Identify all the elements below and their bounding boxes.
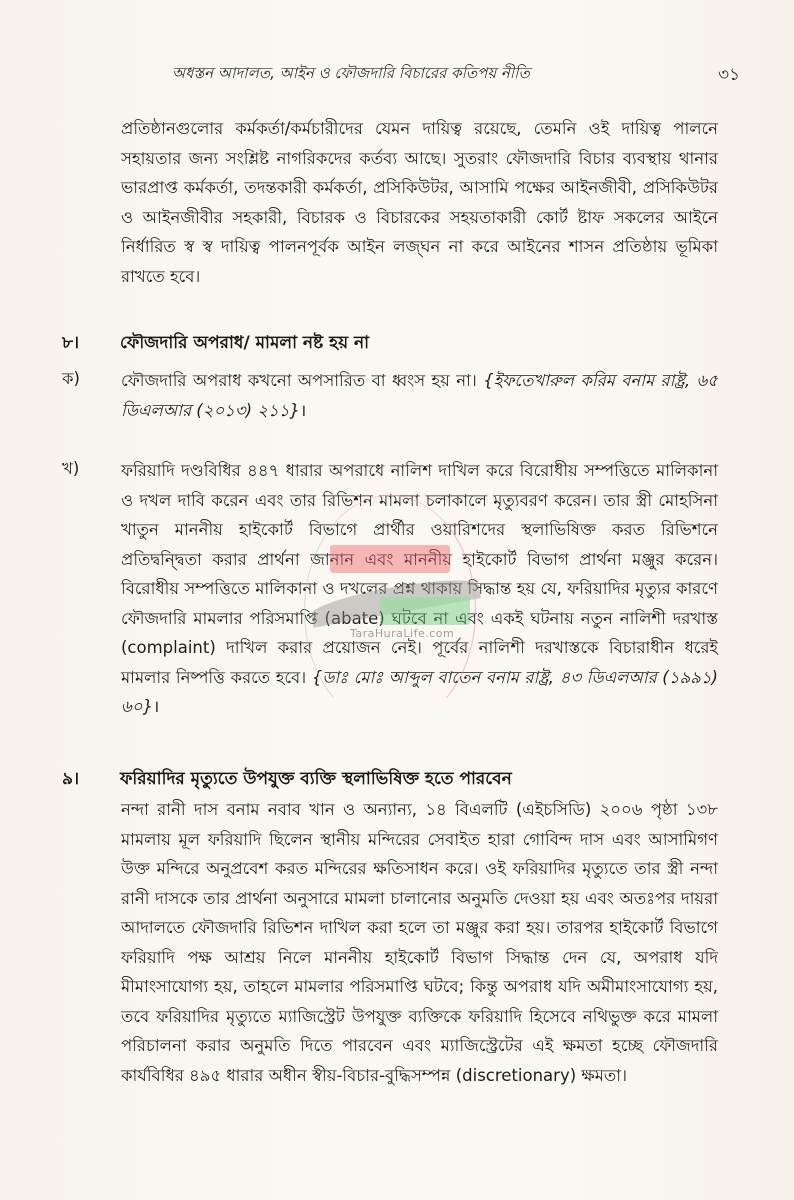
item-kha-citation: {ডাঃ মোঃ আব্দুল বাতেন বনাম রাষ্ট্র, ৪৩ ডিএলআর (১৯৯১) ৬০} <box>121 667 718 716</box>
page-number: ৩১ <box>718 65 741 85</box>
section-8-item-kha <box>121 456 718 722</box>
section-8-item-ka <box>121 366 718 425</box>
item-ka-text: ফৌজদারি অপরাধ কখনো অপসারিত বা ধ্বংস হয় না। <box>121 371 477 390</box>
section-9-title: ফরিয়াদির মৃত্যুতে উপযুক্ত ব্যক্তি স্থলাভিষিক্ত হতে পারবেন <box>120 769 512 789</box>
intro-paragraph: প্রতিষ্ঠানগুলোর কর্মকর্তা/কর্মচারীদের যেমন দায়িত্ব রয়েছে, তেমনি ওই দায়িত্ব পালনে সহায়তার জন্য সংশ্লিষ্ট নাগরিকদের কর্তব্য আছে। সুতরাং ফৌজদারি বিচার ব্যবস্থায় থানার ভারপ্রাপ্ত কর্মকর্তা, তদন্তকারী কর্মকর্তা, প্রসিকিউটর, আসামি পক্ষের আইনজীবী, প্রসিকিউটর ও আইনজীবীর সহকারী, বিচারক ও বিচারকের সহয়তাকারী কোর্ট ষ্টাফ সকলের আইনে নির্ধারিত স্ব স্ব দায়িত্ব পালনপূর্বক আইন লজ্ঘন না করে আইনের শাসন প্রতিষ্ঠায় ভূমিকা রাখতে হবে। <box>121 119 718 286</box>
section-9-heading <box>62 766 512 794</box>
item-kha-end: । <box>152 697 160 716</box>
running-header <box>0 62 794 86</box>
watermark-text: TaraHuraLife.com <box>350 627 455 640</box>
item-ka-citation: {ইফতেখারুল করিম বনাম রাষ্ট্র, ৬৫ ডিএলআর (২০১৩) ২১১} <box>121 371 718 420</box>
item-ka-end: । <box>299 400 307 420</box>
item-kha-text: ফরিয়াদি দণ্ডবিধির ৪৪৭ ধারার অপরাধে নালিশ দাখিল করে বিরোধীয় সম্পত্তিতে মালিকানা ও দখল দাবি করেন এবং তার রিভিশন মামলা চলাকালে মৃত্যুবরণ করেন। তার স্ত্রী মোহসিনা খাতুন মাননীয় হাইকোর্ট বিভাগে প্রার্থীর ওয়ারিশদের স্থলাভিষিক্ত করত রিভিশনে প্রতিদ্বন্দ্বিতা করার প্রার্থনা জানান এবং মাননীয় হাইকোর্ট বিভাগ প্রার্থনা মঞ্জুর করেন। বিরোধীয় সম্পত্তিতে মালিকানা ও দখলের প্রশ্ন থাকায় সিদ্ধান্ত হয় যে, ফরিয়াদির মৃত্যুর কারণে ফৌজদারি মামলার পরিসমাপ্তি (abate) ঘটবে না এবং একই ঘটনায় নতুন নালিশী দরখাস্ত (complaint) দাখিল করার প্রয়োজন নেই। পূর্বের নালিশী দরখাস্তকে বিচারাধীন ধরেই মামলার নিষ্পত্তি করতে হবে। <box>121 461 718 687</box>
section-8-number: ৮। <box>62 333 80 353</box>
section-8-title: ফৌজদারি অপরাধ/ মামলা নষ্ট হয় না <box>120 333 370 353</box>
item-label-ka: ক) <box>62 369 80 388</box>
item-label-kha: খ) <box>62 459 80 478</box>
section-9-paragraph: নন্দা রানী দাস বনাম নবাব খান ও অন্যান্য, ১৪ বিএলটি (এইচসিডি) ২০০৬ পৃষ্ঠা ১৩৮ মামলায় মূল ফরিয়াদি ছিলেন স্থানীয় মন্দিরের সেবাইত হারা গোবিন্দ দাস এবং আসামিগণ উক্ত মন্দিরে অনুপ্রবেশ করত মন্দিরের ক্ষতিসাধন করে। ওই ফরিয়াদির মৃত্যুতে তার স্ত্রী নন্দা রানী দাসকে তার প্রার্থনা অনুসারে মামলা চালানোর অনুমতি দেওয়া হয় এবং অতঃপর দায়রা আদালতে ফৌজদারি রিভিশন দাখিল করা হলে তা মঞ্জুর করা হয়। তারপর হাইকোর্ট বিভাগে ফরিয়াদি পক্ষ আশ্রয় নিলে মাননীয় হাইকোর্ট বিভাগ সিদ্ধান্ত দেন যে, অপরাধ যদি মীমাংসাযোগ্য হয়, তাহলে মামলার পরিসমাপ্তি ঘটবে; কিন্তু অপরাধ যদি অমীমাংসাযোগ্য হয়, তবে ফরিয়াদির মৃত্যুতে ম্যাজিস্ট্রেট উপযুক্ত ব্যক্তিকে ফরিয়াদি হিসেবে নথিভুক্ত করে মামলা পরিচালনা করার অনুমতি দিতে পারবেন এবং ম্যাজিস্ট্রেটের এই ক্ষমতা হচ্ছে ফৌজদারি কার্যবিধির ৪৯৫ ধারার অধীন স্বীয়-বিচার-বুদ্ধিসম্পন্ন (discretionary) ক্ষমতা। <box>121 800 718 1085</box>
section-8-heading <box>62 330 369 358</box>
running-header-title: অধস্তন আদালত, আইন ও ফৌজদারি বিচারের কতিপয় নীতি <box>172 64 530 82</box>
section-9-number: ৯। <box>62 769 80 789</box>
